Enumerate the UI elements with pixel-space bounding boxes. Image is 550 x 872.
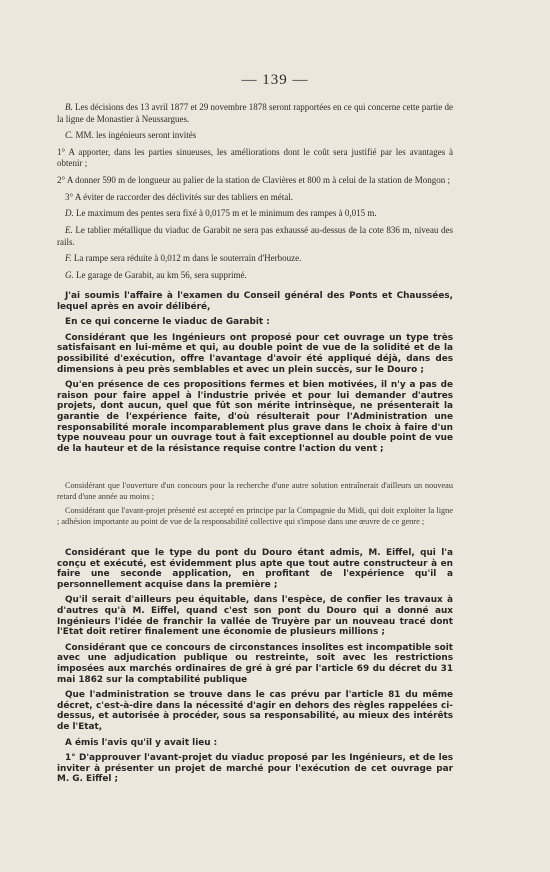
paragraph-avis: A émis l'avis qu'il y avait lieu : xyxy=(65,737,218,748)
paragraph-concours: Considérant que l'ouverture d'un concours pour la recherche d'une autre solution entraînerait d'ailleurs un nouveau retard d'une année au moins ; xyxy=(57,481,453,501)
paragraph-eiffel-type: Considérant que le type du pont du Douro étant admis, M. Eiffel, qui l'a conçu et exécuté, est évidemment plus apte que tout autre constructeur à en faire une seconde application, en profitant de l'expérience qu'il a personnellement acquise dans la première ; xyxy=(57,548,453,590)
paragraph-compagnie-midi: Considérant que l'avant-projet présenté est accepté en principe par la Compagnie du Midi, qui doit exploiter la ligne ; adhésion importante au point de vue de la responsabilité collective qui s'impose dans une œuvre de ce genre ; xyxy=(57,506,453,526)
item-c-1: 1° A apporter, dans les parties sinueuses, les améliorations dont le coût sera justifié par les avantages à obtenir ; xyxy=(57,146,453,169)
council-section-1 xyxy=(57,291,453,459)
paragraph-heading-garabit: En ce qui concerne le viaduc de Garabit : xyxy=(65,317,270,328)
paragraph-approuver: 1° D'approuver l'avant-projet du viaduc proposé par les Ingénieurs, et de les inviter à présenter un projet de marché pour l'exécution de cet ouvrage par M. G. Eiffel ; xyxy=(57,753,453,785)
paragraph-considerant-1: Considérant que les Ingénieurs ont proposé pour cet ouvrage un type très satisfaisant en lui-même et qui, au double point de vue de la solidité et de la possibilité d'exécution, offre l'avantage d'avoir été appliqué déjà, dans des dimensions à peu près semblables et avec un plein succès, sur le Douro ; xyxy=(57,332,453,375)
paragraph-equitable: Qu'il serait d'ailleurs peu équitable, dans l'espèce, de confier les travaux à d'autres qu'à M. Eiffel, quand c'est son pont du Douro qui a donné aux Ingénieurs l'idée de franchir la vallée de Truyère par un nouveau tracé dont l'Etat doit retirer finalement une économie de plusieurs millions ; xyxy=(57,595,453,638)
item-g: G. Le garage de Garabit, au km 56, sera supprimé. xyxy=(65,270,247,280)
decisions-list xyxy=(57,102,453,287)
page-number: — 139 — xyxy=(241,72,309,88)
item-c-2: 2° A donner 590 m de longueur au palier de la station de Clavières et 800 m à celui de la station de Mongon ; xyxy=(57,175,451,186)
item-e: E. Le tablier métallique du viaduc de Garabit ne sera pas exhaussé au-dessus de la cote 836 m, niveau des rails. xyxy=(57,225,453,247)
item-b: B. Les décisions des 13 avril 1877 et 29 novembre 1878 seront rapportées en ce qui concerne cette partie de la ligne de Monastier à Neussargues. xyxy=(57,102,453,124)
item-f: F. La rampe sera réduite à 0,012 m dans le souterrain d'Herbouze. xyxy=(65,253,302,264)
item-d: D. Le maximum des pentes sera fixé à 0,0175 m et le minimum des rampes à 0,015 m. xyxy=(65,208,377,219)
struck-section xyxy=(57,481,453,531)
council-section-2 xyxy=(57,548,453,790)
paragraph-quen-presence: Qu'en présence de ces propositions fermes et bien motivées, il n'y a pas de raison pour faire appel à l'industrie privée et pour lui demander d'autres projets, dont aucun, quel que fût son mérite intrinsèque, ne présenterait la garantie de l'expérience faite, d'où résulterait pour l'Administration une responsabilité morale incomparablement plus grave dans le choix à faire d'un type nouveau pour un ouvrage tout à fait exceptionnel au double point de vue de la hauteur et de la résistance requise contre l'action du vent ; xyxy=(57,380,453,454)
paragraph-circonstances: Considérant que ce concours de circonstances insolites est incompatible soit avec une adjudication publique ou restreinte, soit avec les restrictions imposées aux marchés ordinaires de gré à gré par l'article 69 du décret du 31 mai 1862 sur la comptabilité publique xyxy=(57,642,453,685)
paragraph-article-81: Que l'administration se trouve dans le cas prévu par l'article 81 du même décret, c'est-à-dire dans la nécessité d'agir en dehors des règles rappelées ci-dessus, et autorisée à procéder, sous sa responsabilité, au mieux des intérêts de l'Etat, xyxy=(57,690,453,732)
paragraph-intro: J'ai soumis l'affaire à l'examen du Conseil général des Ponts et Chaussées, lequel après en avoir délibéré, xyxy=(57,291,453,312)
item-c: C. MM. les ingénieurs seront invités xyxy=(65,130,197,141)
item-c-3: 3° A éviter de raccorder des déclivités sur des tabliers en métal. xyxy=(65,191,294,202)
